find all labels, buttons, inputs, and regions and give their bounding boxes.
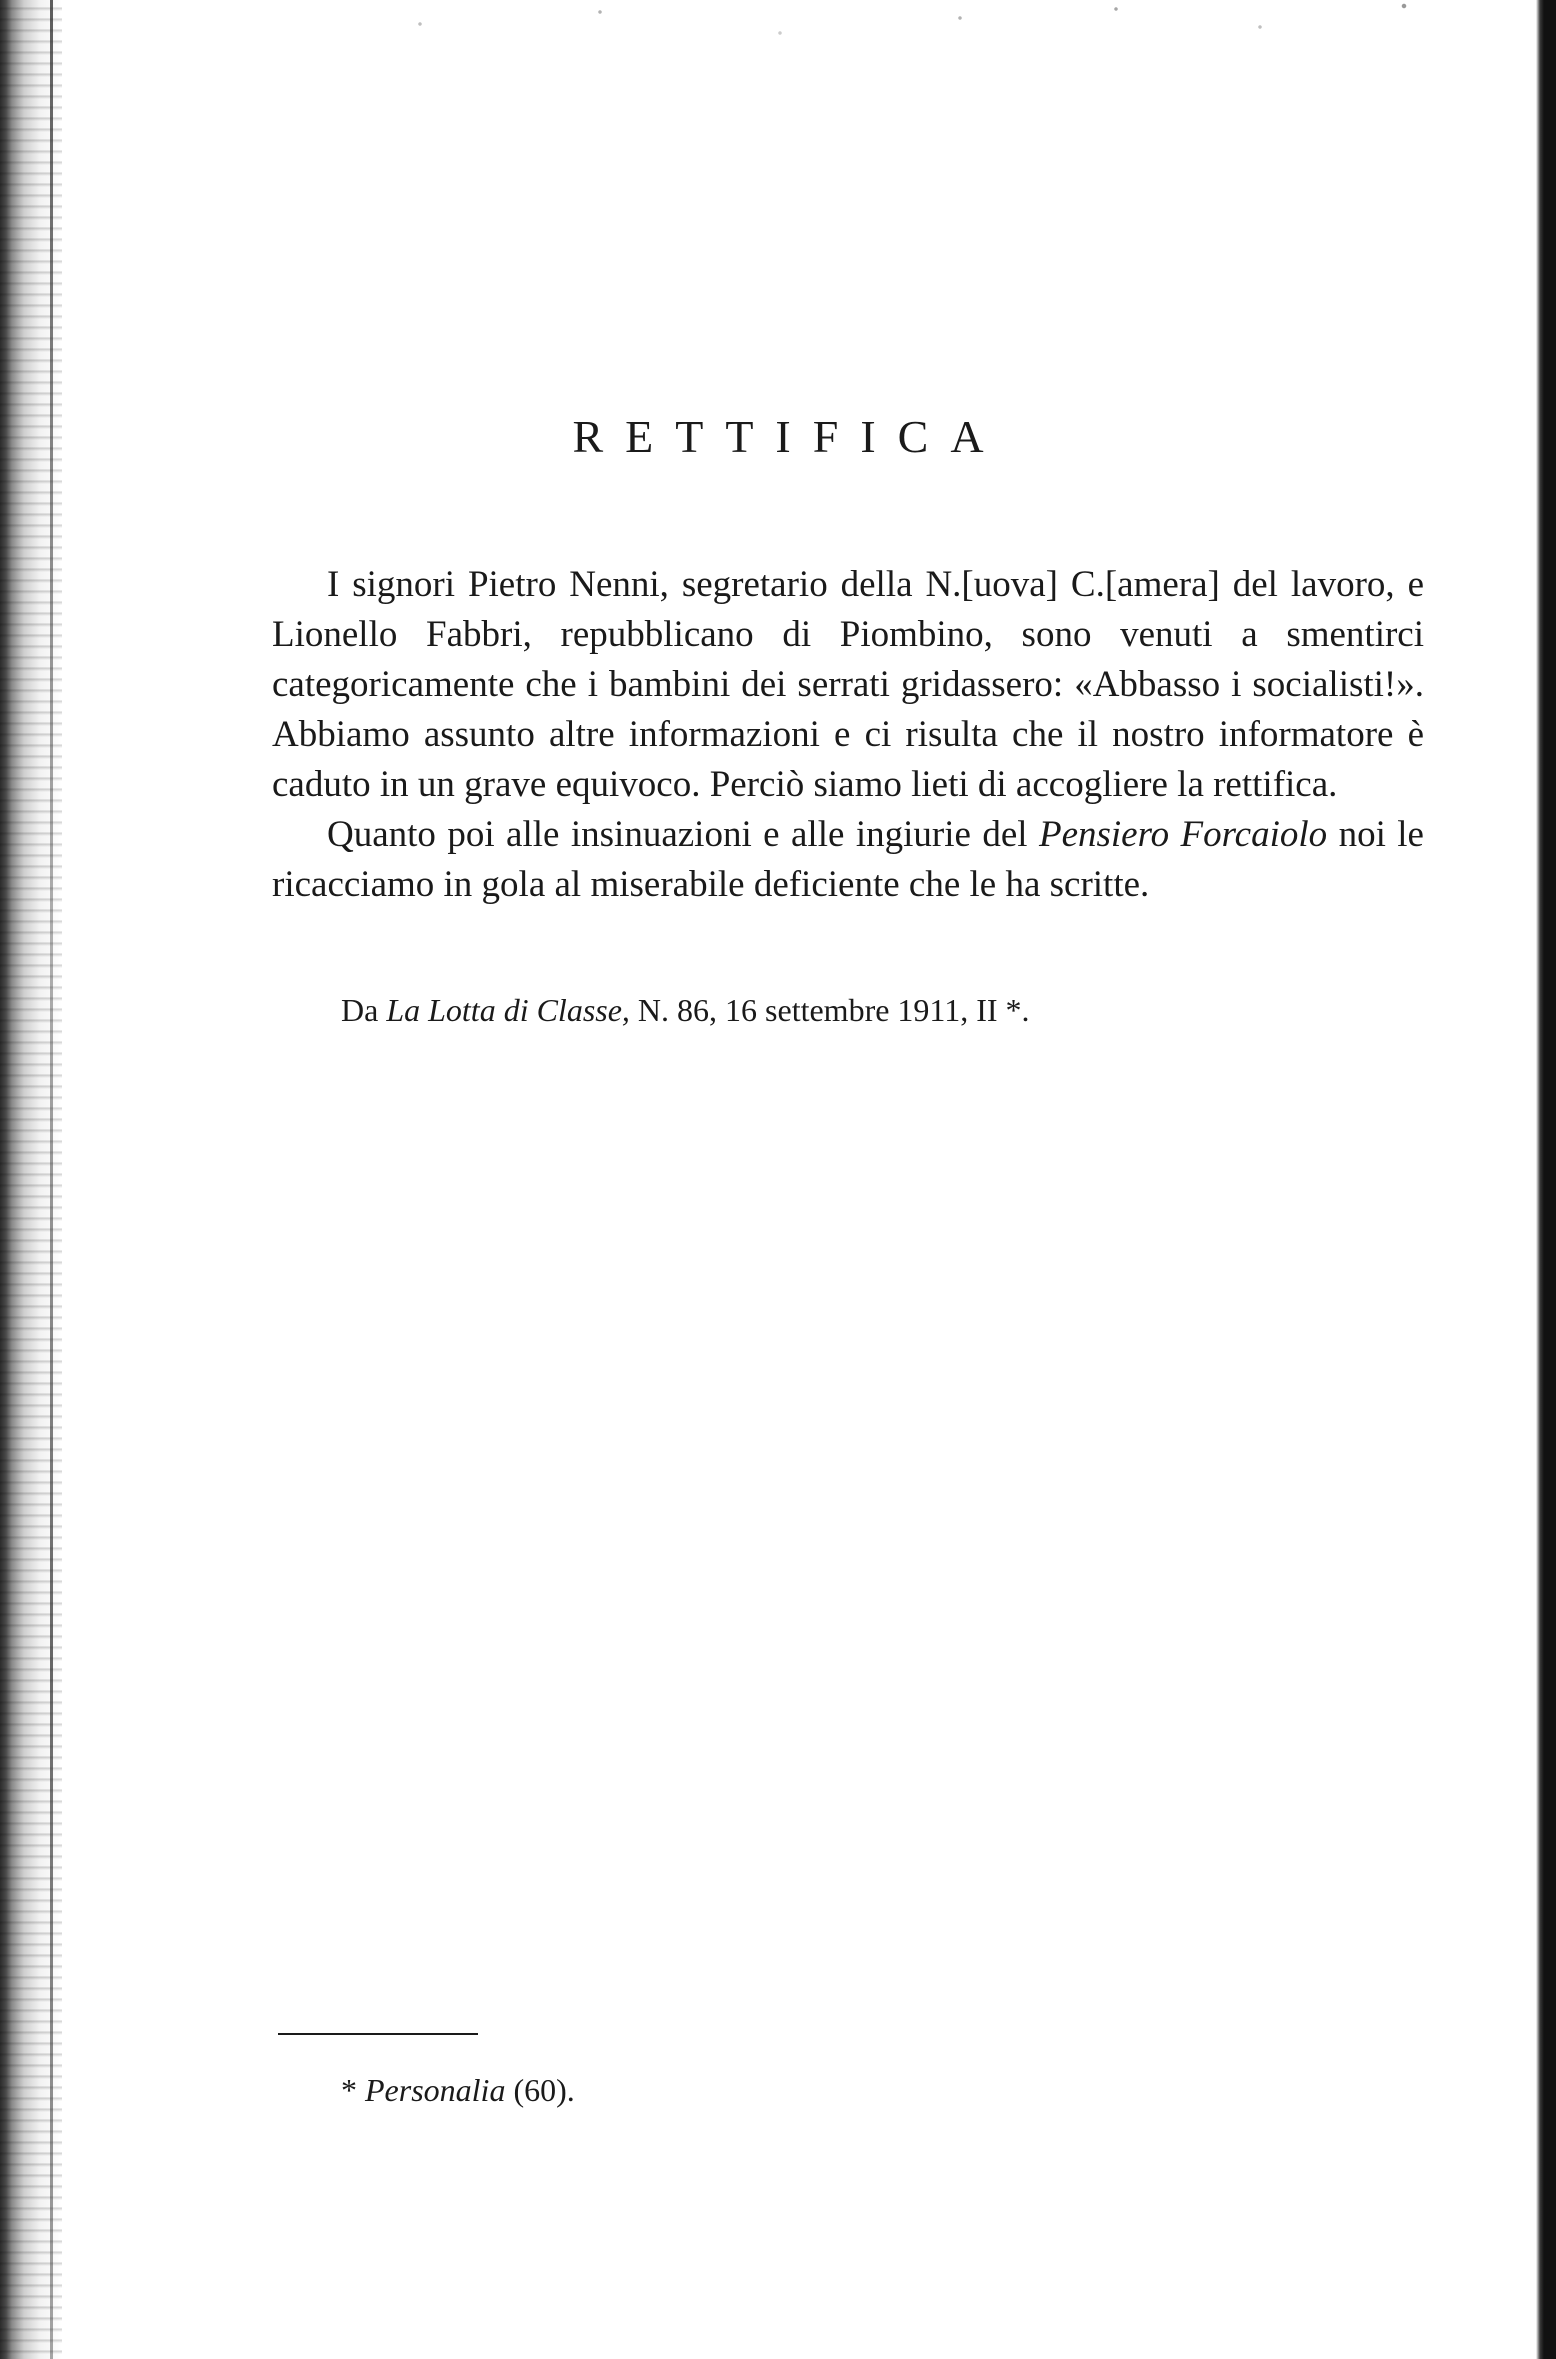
- source-prefix: Da: [341, 992, 387, 1028]
- source-publication: La Lotta di Classe,: [386, 992, 630, 1028]
- scan-top-noise: [300, 0, 1500, 60]
- paragraph-2-end: noi le ricacciamo in gola al miserabile deficiente che le ha scritte.: [272, 814, 1424, 905]
- scan-right-edge: [1536, 0, 1556, 2359]
- paragraph-2: [272, 810, 1424, 910]
- page-title: RETTIFICA: [572, 411, 1006, 462]
- footnote: [341, 2070, 575, 2110]
- paragraph-2-start: Quanto poi alle insinuazioni e alle ingiurie del: [327, 814, 1039, 855]
- scan-binding-line: [50, 0, 53, 2359]
- body-text: [272, 560, 1424, 910]
- paragraph-1: I signori Pietro Nenni, segretario della N.[uova] C.[amera] del lavoro, e Lionello Fabbri, repubblicano di Piombino, sono venuti a smentirci categoricamente che i bambini dei serrati gridassero: «Abbasso i socialisti!». Abbiamo assunto altre informazioni e ci risulta che il nostro informatore è caduto in un grave equivoco. Perciò siamo lieti di accogliere la rettifica.: [272, 564, 1424, 805]
- footnote-italic: Personalia: [365, 2072, 506, 2108]
- newspaper-name: Pensiero Forcaiolo: [1038, 814, 1328, 855]
- footnote-separator: [278, 2033, 478, 2035]
- footnote-suffix: (60).: [505, 2072, 575, 2108]
- source-details: N. 86, 16 settembre 1911, II *.: [629, 992, 1030, 1028]
- footnote-marker: *: [341, 2072, 365, 2108]
- source-citation: [341, 990, 1030, 1030]
